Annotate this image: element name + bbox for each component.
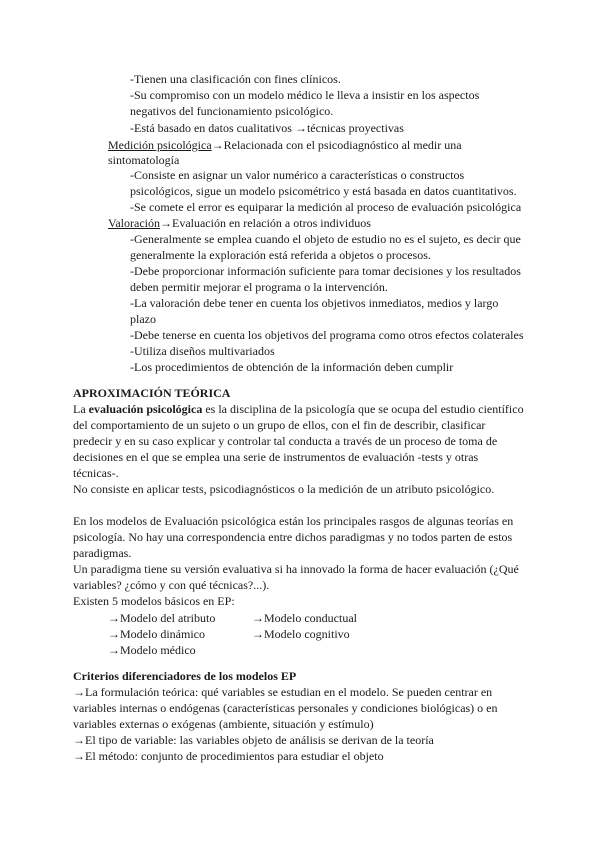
paragraph-line: variables? ¿cómo y con qué técnicas?...). [73, 578, 270, 592]
text-span: es la disciplina de la psicología que se ocupa del estudio científico [202, 402, 524, 416]
criteria-line: variables externas o exógenas (ambiente, situación y estímulo) [73, 717, 374, 731]
bold-term: evaluación psicológica [88, 402, 203, 416]
valoracion-line [108, 216, 371, 231]
text-line: -Se comete el error es equiparar la medición al proceso de evaluación psicológica [130, 200, 522, 214]
paragraph-line: del comportamiento de un sujeto o un grupo de ellos, con el fin de describir, clasificar [73, 418, 486, 432]
criteria-line: →El método: conjunto de procedimientos para estudiar el objeto [73, 749, 384, 763]
medicion-term: Medición psicológica [108, 138, 212, 152]
paragraph-line: psicología. No hay una correspondencia entre dichos paradigmas y no todos parten de estos [73, 530, 513, 544]
text-line: negativos del funcionamiento psicológico. [130, 104, 334, 118]
criteria-line: variables internas o endógenas (características personales y condiciones biológicas) o en [73, 701, 498, 715]
paragraph-line: decisiones en el que se emplea una serie de instrumentos de evaluación -tests y otras [73, 450, 479, 464]
text-line: -Utiliza diseños multivariados [130, 344, 275, 358]
text-line: -Debe proporcionar información suficiente para tomar decisiones y los resultados [130, 264, 521, 278]
text-span: La [73, 402, 89, 416]
model-item: →Modelo conductual [252, 611, 357, 625]
valoracion-term: Valoración [108, 216, 160, 230]
model-item: →Modelo dinámico [108, 627, 205, 641]
criteria-line: →La formulación teórica: qué variables se estudian en el modelo. Se pueden centrar en [73, 685, 493, 699]
model-item: →Modelo médico [108, 643, 196, 657]
medicion-desc: →Relacionada con el psicodiagnóstico al medir una [211, 138, 462, 152]
text-line: -Generalmente se emplea cuando el objeto de estudio no es el sujeto, es decir que [130, 232, 521, 246]
paragraph-line: Un paradigma tiene su versión evaluativa si ha innovado la forma de hacer evaluación (¿Qué [73, 562, 519, 576]
paragraph-line: No consiste en aplicar tests, psicodiagnósticos o la medición de un atributo psicológico. [73, 482, 495, 496]
valoracion-desc: →Evaluación en relación a otros individuos [159, 216, 371, 230]
text-line: -Su compromiso con un modelo médico le lleva a insistir en los aspectos [130, 88, 480, 102]
text-line: -Está basado en datos cualitativos →técnicas proyectivas [130, 121, 404, 135]
text-line: sintomatología [108, 153, 180, 167]
text-line: -Los procedimientos de obtención de la información deben cumplir [130, 360, 454, 374]
text-line: plazo [130, 312, 156, 326]
criteria-line: →El tipo de variable: las variables objeto de análisis se derivan de la teoría [73, 733, 434, 747]
text-line: psicológicos, sigue un modelo psicométrico y está basada en datos cuantitativos. [130, 184, 517, 198]
model-item: →Modelo cognitivo [252, 627, 350, 641]
section-heading: APROXIMACIÓN TEÓRICA [73, 386, 231, 400]
paragraph-line: predecir y en su caso explicar y controlar tal conducta a través de un proceso de toma de [73, 434, 498, 448]
text-line: deben permitir mejorar el programa o la intervención. [130, 280, 388, 294]
text-line: -La valoración debe tener en cuenta los objetivos inmediatos, medios y largo [130, 296, 499, 310]
paragraph-line: En los modelos de Evaluación psicológica están los principales rasgos de algunas teorías en [73, 514, 514, 528]
medicion-line [108, 138, 462, 153]
text-line: -Debe tenerse en cuenta los objetivos del programa como otros efectos colaterales [130, 328, 524, 342]
paragraph-line: paradigmas. [73, 546, 132, 560]
text-line: generalmente la exploración está referida a objetos o procesos. [130, 248, 431, 262]
text-line: -Tienen una clasificación con fines clínicos. [130, 72, 341, 86]
paragraph-line: técnicas-. [73, 466, 119, 480]
paragraph-line [73, 402, 524, 417]
paragraph-line: Existen 5 modelos básicos en EP: [73, 594, 235, 608]
text-line: -Consiste en asignar un valor numérico a características o constructos [130, 168, 465, 182]
section-heading: Criterios diferenciadores de los modelos EP [73, 669, 297, 683]
model-item: →Modelo del atributo [108, 611, 216, 625]
